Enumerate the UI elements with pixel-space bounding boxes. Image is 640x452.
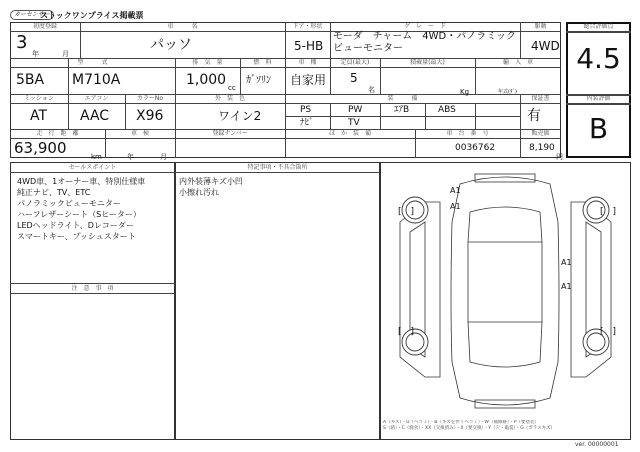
remarks-title: 特記事項・不具合箇所	[247, 164, 308, 171]
month-unit: 月	[62, 50, 69, 58]
mileage-value: 63,900	[14, 139, 67, 157]
damage-mark: A1	[561, 258, 572, 267]
bracket-marker: [ ]	[600, 327, 617, 337]
use-value: 自家用	[290, 73, 327, 87]
import-label: 輸 入 車	[502, 59, 533, 66]
price-value: 8,190	[529, 143, 555, 153]
payload-unit: Kg	[460, 88, 470, 96]
use-label: 車 種	[298, 59, 317, 66]
mission-label: ミッション	[24, 95, 54, 102]
legend-line: A（キズ）・U（ヘコミ）・B（キズを伴うヘコミ）・W（補修跡）・P（要塗装）	[383, 420, 539, 425]
notes-title: 注 意 事 項	[71, 285, 114, 292]
seats-label: 定員(最大)	[340, 59, 370, 66]
equip-navi: ﾅﾋﾞ	[300, 118, 314, 128]
sheet-title: ストックワンプライス掲載票	[40, 11, 144, 20]
door-label: ドア・形状	[292, 23, 323, 30]
color-no-value: X96	[136, 108, 164, 124]
aircon-value: AAC	[80, 108, 110, 124]
mileage-label: 走 行 距 離	[36, 130, 79, 137]
seats-unit: 名	[368, 86, 375, 94]
sales-point-item: スマートキー、プッシュスタート	[17, 232, 136, 241]
equip-tv: TV	[348, 118, 360, 128]
remark-item: 小擦れ汚れ	[179, 188, 219, 197]
interior-score: B	[588, 112, 609, 145]
displacement-unit: cc	[228, 84, 236, 92]
model-prefix: 5BA	[16, 72, 45, 88]
sales-points-title: セールスポイント	[68, 164, 117, 171]
bracket-marker: [ ]	[600, 207, 617, 217]
stock-no-label: 車 台 番 号	[446, 130, 489, 137]
aircon-label: エアコン	[84, 95, 109, 102]
model-code: M710A	[72, 72, 121, 88]
fuel-label: 燃 料	[253, 59, 272, 66]
sales-point-item: ハーフレザーシート（Sヒーター）	[17, 210, 141, 219]
sales-point-item: パノラミックビューモニター	[17, 199, 121, 208]
damage-mark: A1	[450, 186, 461, 195]
model-label: 型 式	[77, 59, 108, 66]
car-name: パッソ	[150, 37, 192, 53]
inspection-label: 車 検	[130, 130, 149, 137]
ext-color-label: 外 装 色	[214, 95, 245, 102]
drive-value: 4WD	[531, 39, 560, 53]
grade-value: モーダ チャーム 4WD・パノラミックビューモニター	[333, 31, 517, 54]
damage-legend	[383, 420, 628, 432]
ext-color-value: ワイン2	[218, 109, 262, 123]
remark-item: 内外装薄キズ小凹	[179, 177, 243, 186]
version-label: ver. 00000001	[575, 441, 619, 448]
equip-pw: PW	[348, 105, 363, 115]
mission-value: AT	[30, 108, 48, 124]
sales-point-item: LEDヘッドライト、Dレコーダー	[17, 221, 134, 230]
legend-line: S（錆）・C（腐食）・XX（交換済み）・X（要交換）・Y（穴・亀裂）・G（ガラスキズ）	[383, 426, 556, 431]
price-unit: 円	[556, 153, 563, 161]
displacement-value: 1,000	[186, 72, 227, 88]
equip-abs: ABS	[438, 105, 456, 115]
displacement-label: 排 気 量	[192, 59, 223, 66]
interior-label: 内装評価	[586, 95, 611, 102]
inspection-year-unit: 年	[127, 153, 134, 161]
logo: カーセンサー	[10, 10, 54, 20]
fuel-value: ｶﾞｿﾘﾝ	[246, 75, 271, 86]
bracket-marker: [ ]	[398, 327, 415, 337]
damage-mark: A1	[561, 282, 572, 291]
equipment-label: 装 備	[387, 95, 418, 102]
mileage-unit: km	[91, 153, 102, 161]
equip-ps: PS	[300, 105, 312, 115]
inspection-month-unit: 月	[160, 153, 167, 161]
warranty-value: 有	[527, 108, 541, 124]
drive-label: 駆動	[534, 23, 547, 30]
other-equip-label: ほ か 装 備	[328, 130, 371, 137]
remarks-panel	[175, 162, 380, 440]
total-score: 4.5	[576, 42, 621, 75]
sales-points-list	[17, 176, 145, 242]
grade-label: グ レ ー ド	[403, 23, 446, 30]
payload-label: 積載量(最大)	[410, 59, 445, 66]
warranty-label: 保証書	[531, 95, 550, 102]
car-body-diagram	[380, 162, 631, 440]
damage-mark: A1	[450, 202, 461, 211]
bracket-marker: [ ]	[398, 207, 415, 217]
seats-value: 5	[350, 71, 358, 85]
sales-point-item: 純正ナビ、TV、ETC	[17, 188, 91, 197]
color-no-label: カラーNo	[136, 95, 164, 102]
car-name-label: 車 名	[167, 23, 198, 30]
sales-point-item: 4WD車、1オーナー車、特別仕様車	[17, 177, 146, 186]
price-label: 販売価	[531, 130, 550, 137]
door-shape: 5-HB	[294, 39, 324, 53]
plate-label: 登録ナンバー	[212, 130, 248, 137]
first-reg-label: 初度登録	[32, 23, 57, 30]
year-unit: 年	[32, 50, 39, 58]
equip-airbag: ｴｱB	[394, 105, 410, 115]
first-reg-year: 3	[16, 32, 28, 53]
score-label: 総合評価点	[583, 23, 614, 30]
remarks-list	[179, 176, 243, 198]
stock-number: 0036762	[455, 143, 496, 153]
import-unit: 年式(ﾀﾞ)	[498, 89, 517, 95]
